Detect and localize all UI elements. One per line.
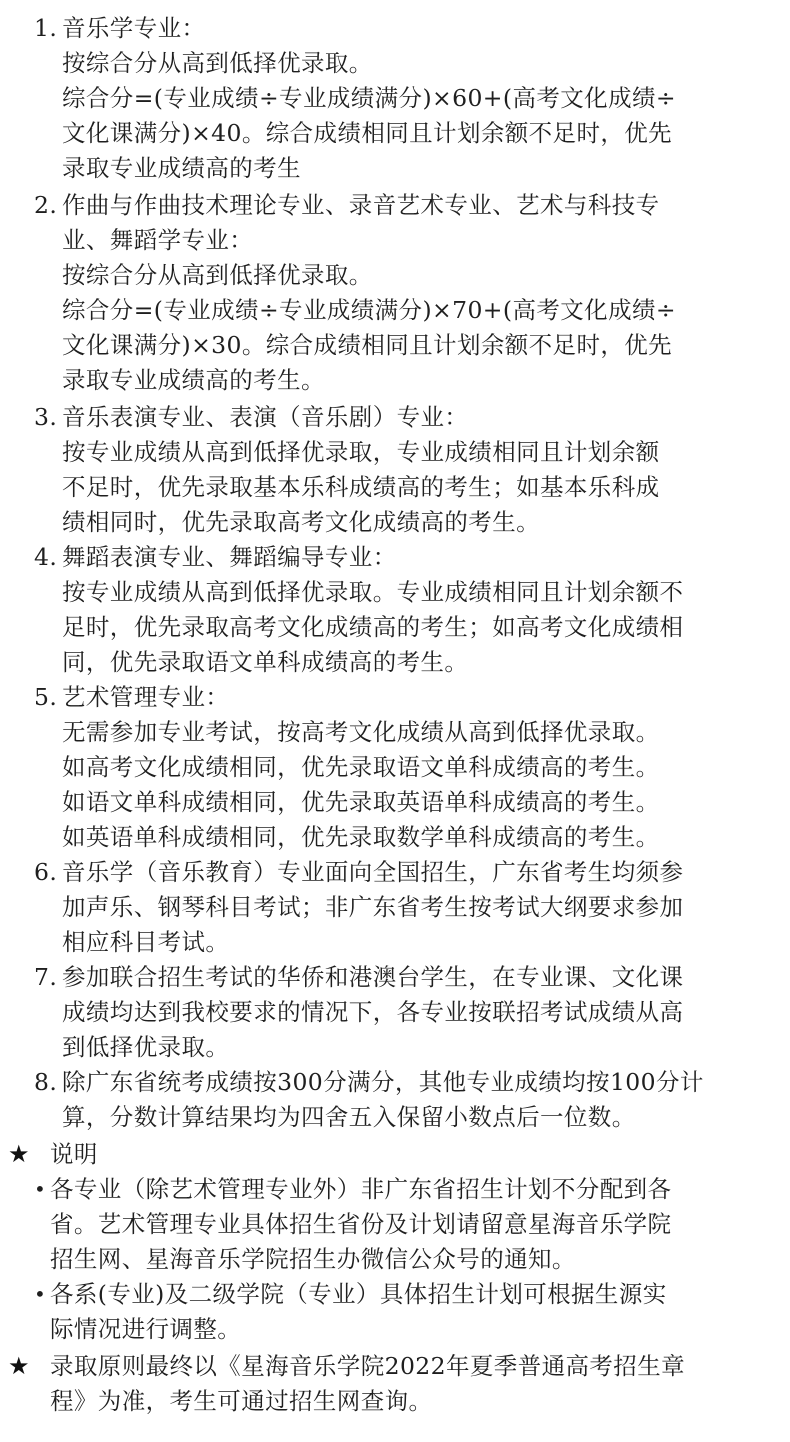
footer-text: 录取原则最终以《星海音乐学院2022年夏季普通高考招生章 xyxy=(50,1352,686,1380)
item-title: 音乐表演专业、表演（音乐剧）专业： xyxy=(62,403,469,431)
item-text: 不足时，优先录取基本乐科成绩高的考生；如基本乐科成 xyxy=(62,473,660,501)
star-icon: ★ xyxy=(8,1352,30,1380)
note-text: 各系(专业)及二级学院（专业）具体招生计划可根据生源实 xyxy=(50,1280,667,1308)
item-title: 音乐学专业： xyxy=(62,14,206,42)
note-title: 说明 xyxy=(50,1140,98,1168)
item-number: 3. xyxy=(34,403,58,431)
item-number: 4. xyxy=(34,543,58,571)
item-text: 综合分=(专业成绩÷专业成绩满分)×60+(高考文化成绩÷ xyxy=(62,84,676,112)
item-title: 音乐学（音乐教育）专业面向全国招生，广东省考生均须参 xyxy=(62,858,684,886)
note-text: 招生网、星海音乐学院招生办微信公众号的通知。 xyxy=(50,1245,576,1273)
item-text: 如高考文化成绩相同，优先录取语文单科成绩高的考生。 xyxy=(62,753,660,781)
note-text: 际情况进行调整。 xyxy=(50,1315,242,1343)
item-title: 作曲与作曲技术理论专业、录音艺术专业、艺术与科技专 xyxy=(62,191,660,219)
item-number: 6. xyxy=(34,858,58,886)
item-number: 1. xyxy=(34,14,58,42)
item-text: 算，分数计算结果均为四舍五入保留小数点后一位数。 xyxy=(62,1103,636,1131)
item-text: 绩相同时，优先录取高考文化成绩高的考生。 xyxy=(62,508,540,536)
item-title: 艺术管理专业： xyxy=(62,683,230,711)
item-text: 足时，优先录取高考文化成绩高的考生；如高考文化成绩相 xyxy=(62,613,684,641)
item-number: 5. xyxy=(34,683,58,711)
item-text: 按综合分从高到低择优录取。 xyxy=(62,49,373,77)
item-text: 录取专业成绩高的考生 xyxy=(62,154,301,182)
item-text: 文化课满分)×30。综合成绩相同且计划余额不足时，优先 xyxy=(62,331,673,359)
footer-text: 程》为准，考生可通过招生网查询。 xyxy=(50,1387,433,1415)
item-number: 8. xyxy=(34,1068,58,1096)
item-title: 舞蹈表演专业、舞蹈编导专业： xyxy=(62,543,397,571)
item-text: 按专业成绩从高到低择优录取。专业成绩相同且计划余额不 xyxy=(62,578,684,606)
item-text: 综合分=(专业成绩÷专业成绩满分)×70+(高考文化成绩÷ xyxy=(62,296,676,324)
item-text: 如英语单科成绩相同，优先录取数学单科成绩高的考生。 xyxy=(62,823,660,851)
note-text: 省。艺术管理专业具体招生省份及计划请留意星海音乐学院 xyxy=(50,1210,672,1238)
item-text: 到低择优录取。 xyxy=(62,1033,230,1061)
item-text: 无需参加专业考试，按高考文化成绩从高到低择优录取。 xyxy=(62,718,660,746)
item-title: 参加联合招生考试的华侨和港澳台学生，在专业课、文化课 xyxy=(62,963,684,991)
item-text: 加声乐、钢琴科目考试；非广东省考生按考试大纲要求参加 xyxy=(62,893,684,921)
item-number: 2. xyxy=(34,191,58,219)
star-icon: ★ xyxy=(8,1140,30,1168)
item-text: 相应科目考试。 xyxy=(62,928,230,956)
item-text: 文化课满分)×40。综合成绩相同且计划余额不足时，优先 xyxy=(62,119,673,147)
item-text: 录取专业成绩高的考生。 xyxy=(62,366,325,394)
item-text: 成绩均达到我校要求的情况下，各专业按联招考试成绩从高 xyxy=(62,998,684,1026)
bullet-icon: • xyxy=(34,1177,47,1201)
item-number: 7. xyxy=(34,963,58,991)
item-text: 如语文单科成绩相同，优先录取英语单科成绩高的考生。 xyxy=(62,788,660,816)
item-text: 按综合分从高到低择优录取。 xyxy=(62,261,373,289)
item-text: 业、舞蹈学专业： xyxy=(62,226,254,254)
bullet-icon: • xyxy=(34,1282,47,1306)
item-text: 同，优先录取语文单科成绩高的考生。 xyxy=(62,648,469,676)
item-title: 除广东省统考成绩按300分满分，其他专业成绩均按100分计 xyxy=(62,1068,704,1096)
note-text: 各专业（除艺术管理专业外）非广东省招生计划不分配到各 xyxy=(50,1175,672,1203)
item-text: 按专业成绩从高到低择优录取，专业成绩相同且计划余额 xyxy=(62,438,660,466)
